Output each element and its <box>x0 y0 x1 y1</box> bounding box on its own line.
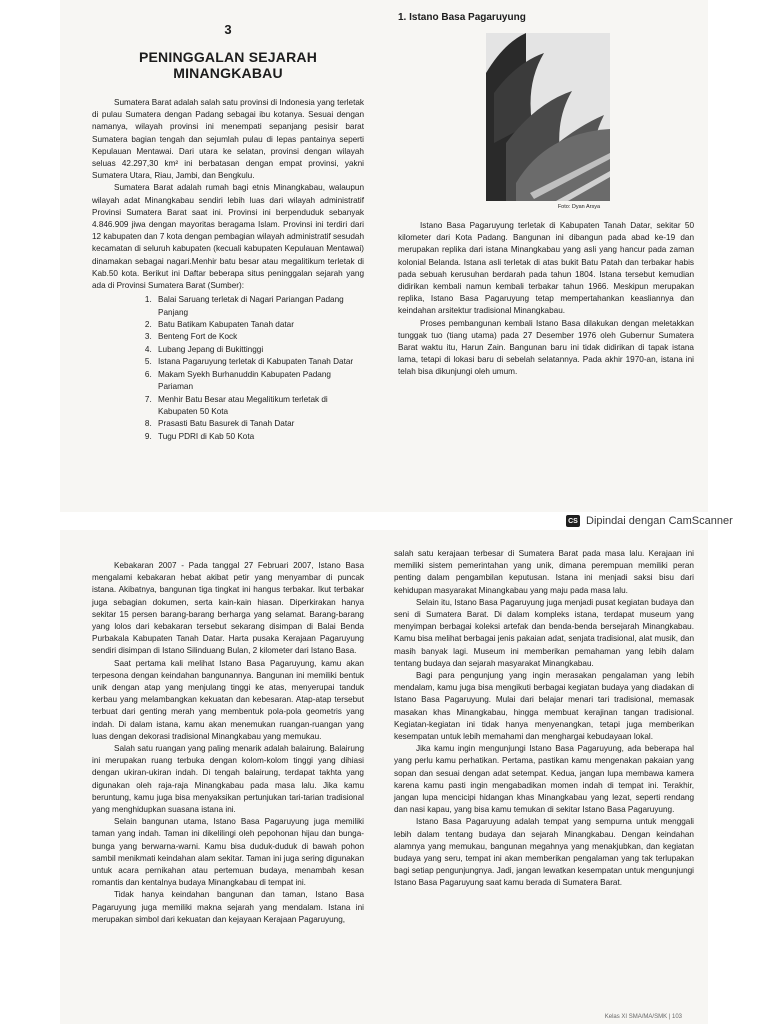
intro-paragraph-1: Sumatera Barat adalah salah satu provinsi di Indonesia yang terletak di pulau Sumatera dengan Padang sebagai ibu kotanya. Sesuai dengan namanya, wilayah provinsi ini menempati sepanjang pesisir barat Sumatera bagian tengah dan sejumlah pulau di lepas pantainya seperti Kepulauan Mentawai. Dari utara ke selatan, provinsi dengan wilayah seluas 42.297,30 km² ini berbatasan dengan empat provinsi, yakni Sumatera Utara, Riau, Jambi, dan Bengkulu. <box>92 98 364 181</box>
chapter-number: 3 <box>224 22 232 37</box>
closing-paragraph: Istano Basa Pagaruyung adalah tempat yang sempurna untuk menggali lebih dalam tentang budaya dan sejarah Minangkabau. Dengan keindahan alamnya yang memukau, bangunan megahnya yang menakjubkan, dan kegiatan budaya yang seru, tempat ini akan memberikan pengalaman yang tak terlupakan bagi setiap pengunjungnya. Jadi, jangan lewatkan kesempatan untuk mengunjungi Istano Basa Pagaruyung saat kamu berada di Sumatera Barat. <box>394 817 694 888</box>
intro-paragraph-2: Sumatera Barat adalah rumah bagi etnis Minangkabau, walaupun wilayah adat Minangkabau sendiri lebih luas dari wilayah administratif Provinsi Sumatera Barat saat ini. Provinsi ini berpenduduk sebanyak 4.846.909 jiwa dengan mayoritas beragama Islam. Provinsi ini terdiri dari 12 kabupaten dan 7 kota dengan pembagian wilayah administratif sesudah kecamatan di seluruh kabupaten (kecuali kabupaten Kepulauan Mentawai) dinamakan sebagai nagari.Menhir batu besar atau megalitikum terletak di Kab.50 kota. Berikut ini Daftar beberapa situs peninggalan sejarah yang ada di Provinsi Sumatera Barat (Sumber): <box>92 183 364 291</box>
list-item: 1. Balai Saruang terletak di Nagari Pariangan Padang Panjang <box>154 294 364 319</box>
list-item: 3. Benteng Fort de Kock <box>154 331 364 343</box>
camscanner-icon: CS <box>566 515 580 527</box>
list-item: 5. Istana Pagaruyung terletak di Kabupaten Tanah Datar <box>154 356 364 368</box>
page-bottom-left <box>60 530 378 1024</box>
section-title: 1. Istano Basa Pagaruyung <box>398 12 526 23</box>
scanner-watermark <box>566 512 768 530</box>
list-item: 7. Menhir Batu Besar atau Megalitikum terletak di Kabupaten 50 Kota <box>154 394 364 419</box>
page-bottom-right <box>378 530 708 1024</box>
list-item: 8. Prasasti Batu Basurek di Tanah Datar <box>154 418 364 430</box>
visitor-tips-paragraph: Jika kamu ingin mengunjungi Istano Basa Pagaruyung, ada beberapa hal yang perlu kamu perhatikan. Pertama, pastikan kamu mengenakan pakaian yang sopan dan sesuai dengan adat setempat. Kedua, jangan lupa membawa kamera karena kamu pasti ingin mengabadikan momen indah di tempat ini. Terakhir, jangan lupa mencicipi hidangan khas Minangkabau yang lezat, seperti rendang dan nasi kapau, yang bisa kamu temukan di sekitar Istano Basa Pagaruyung. <box>394 744 694 815</box>
kingdom-paragraph: salah satu kerajaan terbesar di Sumatera Barat pada masa lalu. Kerajaan ini memiliki sistem pemerintahan yang unik, dimana perempuan memiliki peran penting dalam pengambilan keputusan. Istana ini menjadi saksi bisu dari kehidupan masyarakat Minangkabau yang maju pada masa lalu. <box>394 549 694 595</box>
balairung-paragraph: Salah satu ruangan yang paling menarik adalah balairung. Balairung ini merupakan ruang terbuka dengan kolom-kolom tinggi yang dihiasi dengan ukiran-ukiran indah. Di tengah balairung, terdapat takhta yang digunakan oleh raja-raja Minangkabau pada masa lalu. Jika kamu beruntung, kamu juga bisa menyaksikan pertunjukan tari-tarian tradisional yang menghidupkan suasana istana ini. <box>92 744 364 815</box>
fire-paragraph: Kebakaran 2007 - Pada tanggal 27 Februari 2007, Istano Basa mengalami kebakaran hebat akibat petir yang menyambar di puncak istana. Akibatnya, bangunan tiga tingkat ini hangus terbakar. Ikut terbakar juga sebagian dokumen, serta kain-kain hiasan. Diperkirakan hanya sekitar 15 persen barang-barang berharga yang selamat. Barang-barang yang lolos dari kebakaran tersebut sekarang disimpan di Balai Benda Purbakala Kabupaten Tanah Datar. Harta pusaka Kerajaan Pagaruyung sendiri disimpan di Istano Silinduang Bulan, 2 kilometer dari Istano Basa. <box>92 561 364 656</box>
scanner-watermark-text: Dipindai dengan CamScanner <box>586 515 733 527</box>
architecture-paragraph: Saat pertama kali melihat Istano Basa Pagaruyung, kamu akan terpesona dengan keindahan bangunannya. Bangunan ini memiliki bentuk unik dengan atap yang menjulang tinggi ke atas, menyerupai tanduk kerbau yang melambangkan kekuatan dan kebesaran. Atap-atap tersebut terbuat dari genting merah yang membentuk pola-pola geometris yang indah. Di dalam istana, kamu akan menemukan ruangan-ruangan yang luas dengan dekorasi tradisional Minangkabau yang memukau. <box>92 658 364 741</box>
page-top-right <box>378 0 708 512</box>
list-item: 4. Lubang Jepang di Bukittinggi <box>154 344 364 356</box>
list-item: 6. Makam Syekh Burhanuddin Kabupaten Padang Pariaman <box>154 369 364 394</box>
garden-paragraph: Selain bangunan utama, Istano Basa Pagaruyung juga memiliki taman yang indah. Taman ini dikelilingi oleh pepohonan hijau dan bunga-bunga yang berwarna-warni. Kamu bisa duduk-duduk di bawah pohon sambil menikmati keindahan alam sekitar. Taman ini juga sering digunakan untuk acara pernikahan atau pertemuan budaya, menambah kesan romantis dan kentalnya budaya Minangkabau di tempat ini. <box>92 817 364 888</box>
chapter-title: PENINGGALAN SEJARAH MINANGKABAU <box>138 49 318 81</box>
list-item: 2. Batu Batikam Kabupaten Tanah datar <box>154 319 364 331</box>
photo-credit: Foto: Dyan Arsya <box>557 204 600 210</box>
palace-photo <box>486 33 610 201</box>
museum-paragraph: Selain itu, Istano Basa Pagaruyung juga menjadi pusat kegiatan budaya dan seni di Sumatera Barat. Di dalam kompleks istana, terdapat museum yang menyimpan berbagai koleksi artefak dan benda-benda bersejarah Minangkabau. Kamu bisa melihat berbagai jenis pakaian adat, senjata tradisional, alat musik, dan masih banyak lagi. Museum ini memberikan pemahaman yang lebih dalam tentang budaya dan sejarah masyarakat Minangkabau. <box>394 597 694 668</box>
page-top-left <box>60 0 378 512</box>
page-footer: Kelas XI SMA/MA/SMK | 103 <box>604 1014 682 1020</box>
activities-paragraph: Bagi para pengunjung yang ingin merasakan pengalaman yang lebih mendalam, kamu juga bisa mengikuti berbagai kegiatan budaya yang diadakan di Istano Basa Pagaruyung. Mulai dari belajar menari tari tradisional, memasak masakan khas Minangkabau, hingga membuat kerajinan tangan tradisional. Kegiatan-kegiatan ini tidak hanya menyenangkan, tetapi juga memberikan kesempatan untuk lebih memahami dan menghargai kebudayaan lokal. <box>394 671 694 742</box>
palace-paragraph-2: Proses pembangunan kembali Istano Basa dilakukan dengan meletakkan tunggak tuo (tiang utama) pada 27 Desember 1976 oleh Gubernur Sumatera Barat waktu itu, Harun Zain. Bangunan baru ini tidak didirikan di tapak istana lama, tetapi di lokasi baru di sebelah selatannya. Pada akhir 1970-an, istana ini telah bisa dikunjungi oleh umum. <box>398 318 694 377</box>
list-item: 9. Tugu PDRI di Kab 50 Kota <box>154 431 364 443</box>
history-paragraph: Tidak hanya keindahan bangunan dan taman, Istano Basa Pagaruyung juga memiliki makna sejarah yang mendalam. Istana ini merupakan simbol dari kekuatan dan kejayaan Kerajaan Pagaruyung, <box>92 890 364 924</box>
heritage-site-list <box>92 294 364 443</box>
palace-paragraph-1: Istano Basa Pagaruyung terletak di Kabupaten Tanah Datar, sekitar 50 kilometer dari Kota Padang. Bangunan ini dibangun pada abad ke-19 dan merupakan replika dari istana Minangkabau yang asli yang hancur pada zaman kolonial Belanda. Istana asli terletak di atas bukit Batu Patah dan terbakar habis pada sebuah kerusuhan berdarah pada tahun 1804. Istana tersebut kemudian didirikan kembali namun kembali terbakar tahun 1966. Meskipun merupakan replika, Istano Basa Pagaruyung tetap mempertahankan keasliannya dan keindahan arsitektur tradisional Minangkabau. <box>398 221 694 316</box>
